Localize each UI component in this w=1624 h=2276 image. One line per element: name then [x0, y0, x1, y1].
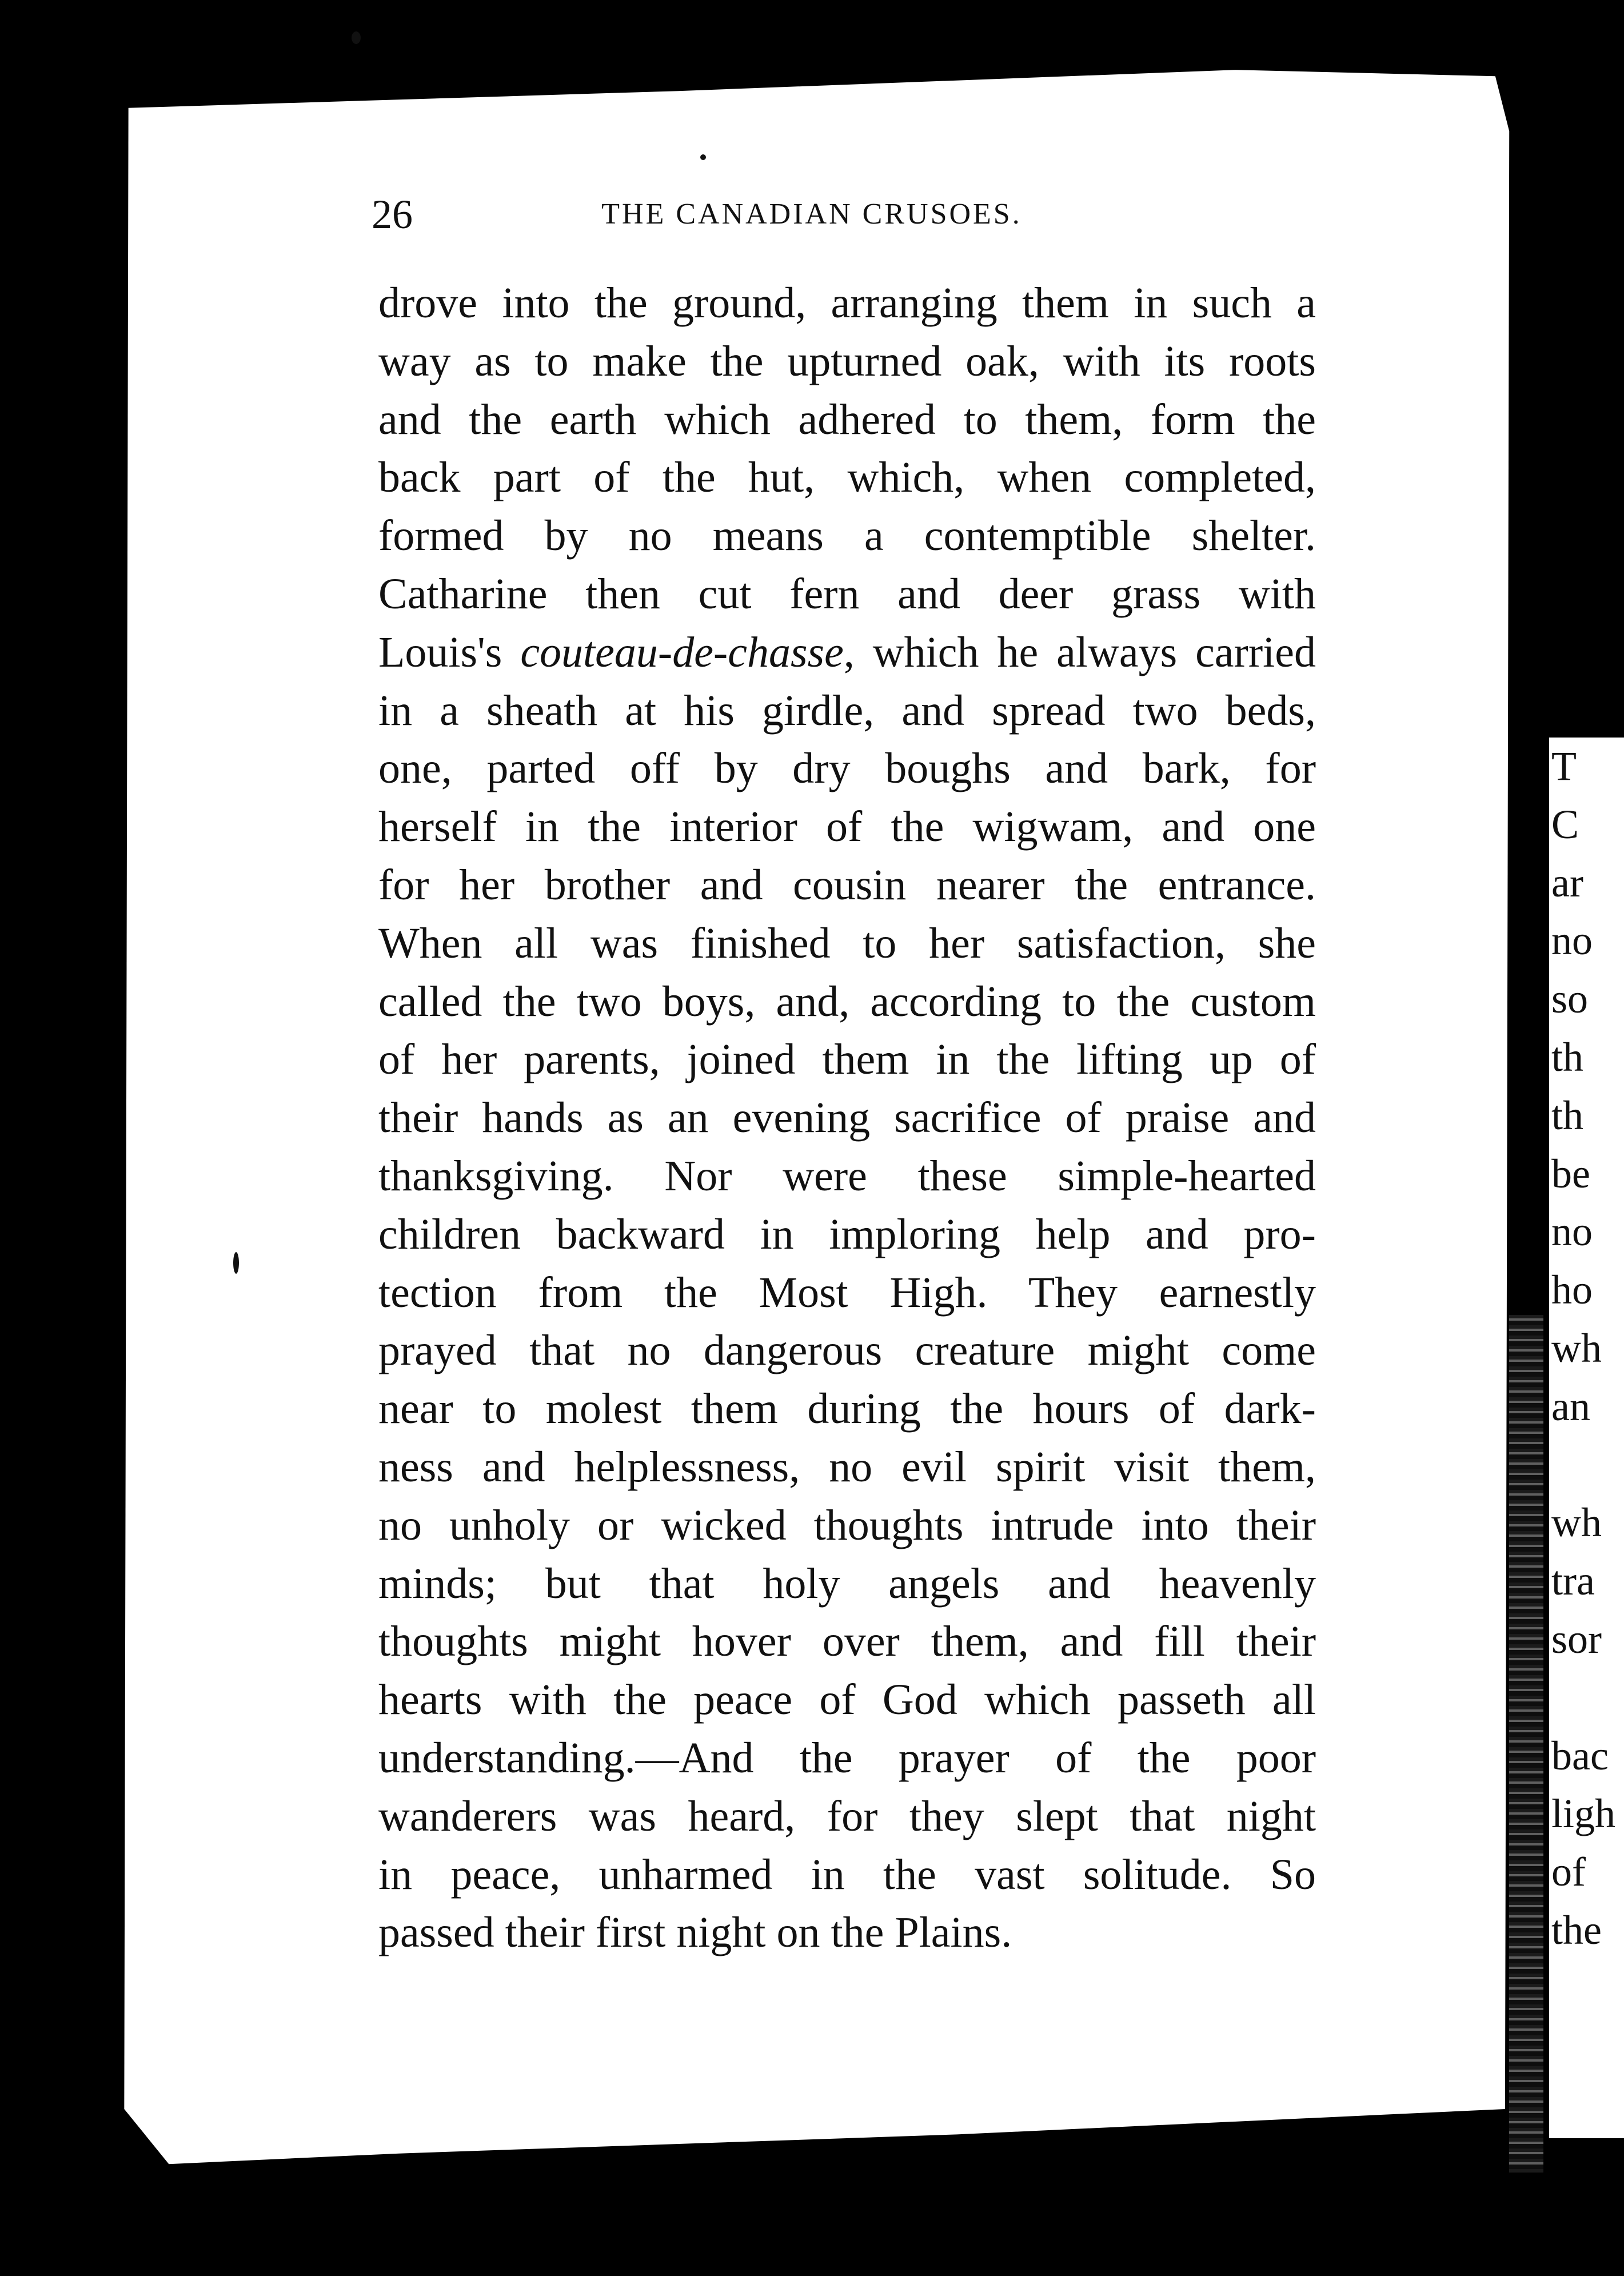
facing-page-text-fragment	[1549, 1669, 1624, 1727]
facing-page-text-fragment: no	[1551, 1209, 1593, 1255]
facing-page-text-fragment: ho	[1551, 1267, 1593, 1313]
text-line: in a sheath at his girdle, and spread two beds,	[378, 686, 1316, 735]
facing-page-text-fragment: T	[1551, 743, 1577, 789]
facing-page-fragment	[1549, 738, 1624, 2138]
text-line: children backward in imploring help and pro-	[378, 1210, 1316, 1258]
text-line: thoughts might hover over them, and fill their	[378, 1617, 1316, 1666]
text-line: hearts with the peace of God which passeth all	[378, 1676, 1316, 1724]
facing-page-text-fragment: be	[1551, 1150, 1590, 1197]
page-gutter-shadow	[1509, 1315, 1543, 2173]
facing-page-text-fragment: sor	[1551, 1616, 1602, 1662]
scan-speck	[352, 31, 361, 44]
facing-page-text-fragment: tra	[1551, 1558, 1595, 1604]
facing-page-text-fragment: the	[1551, 1907, 1602, 1953]
facing-page-text-fragment: wh	[1551, 1500, 1602, 1546]
text-line: their hands as an evening sacrifice of praise and	[378, 1094, 1316, 1142]
text-line: called the two boys, and, according to the custom	[378, 977, 1316, 1026]
text-line: in peace, unharmed in the vast solitude. So	[378, 1850, 1316, 1899]
facing-page-text-fragment: so	[1551, 976, 1589, 1022]
body-text	[378, 274, 1316, 1962]
page-header	[372, 180, 1223, 249]
facing-page-text-fragment: ligh	[1551, 1791, 1616, 1837]
text-run: , which he always carried	[843, 628, 1316, 676]
text-line: understanding.—And the prayer of the poor	[378, 1733, 1316, 1782]
scan-speck	[233, 1252, 239, 1274]
text-line: near to molest them during the hours of dark-	[378, 1385, 1316, 1433]
text-line: prayed that no dangerous creature might come	[378, 1326, 1316, 1375]
text-line: one, parted off by dry boughs and bark, for	[378, 744, 1316, 793]
facing-page-text-fragment: th	[1551, 1092, 1584, 1138]
text-line: tection from the Most High. They earnestly	[378, 1268, 1316, 1317]
text-line: ness and helplessness, no evil spirit visit them,	[378, 1442, 1316, 1491]
facing-page-text-fragment: of	[1551, 1849, 1586, 1895]
text-line: for her brother and cousin nearer the entrance.	[378, 860, 1316, 909]
text-run: Louis's	[378, 628, 521, 676]
italic-phrase: couteau-de-chasse	[520, 628, 844, 676]
text-line: formed by no means a contemptible shelter.	[378, 512, 1316, 560]
text-line: and the earth which adhered to them, form the	[378, 395, 1316, 444]
text-line	[378, 624, 1316, 682]
text-line: no unholy or wicked thoughts intrude into their	[378, 1501, 1316, 1549]
text-line: Catharine then cut fern and deer grass with	[378, 569, 1316, 618]
scan-speck	[700, 154, 706, 160]
text-line: passed their first night on the Plains.	[378, 1908, 1012, 1957]
text-line: thanksgiving. Nor were these simple-hearted	[378, 1151, 1316, 1200]
text-line: of her parents, joined them in the lifting up of	[378, 1035, 1316, 1084]
facing-page-text-fragment: wh	[1551, 1325, 1602, 1371]
text-line: drove into the ground, arranging them in such a	[378, 279, 1316, 327]
running-head: THE CANADIAN CRUSOES.	[601, 198, 1022, 230]
text-line: wanderers was heard, for they slept that night	[378, 1792, 1316, 1840]
facing-page-text-fragment: th	[1551, 1034, 1584, 1080]
page-number: 26	[372, 192, 413, 237]
text-line: herself in the interior of the wigwam, and one	[378, 803, 1316, 851]
text-line: minds; but that holy angels and heavenly	[378, 1559, 1316, 1608]
text-line: way as to make the upturned oak, with its roots	[378, 337, 1316, 385]
facing-page-text-fragment: no	[1551, 918, 1593, 964]
facing-page-text-fragment	[1549, 1436, 1624, 1494]
text-line: When all was finished to her satisfaction, she	[378, 919, 1316, 967]
text-line: back part of the hut, which, when completed,	[378, 453, 1316, 502]
facing-page-text-fragment: ar	[1551, 859, 1583, 906]
facing-page-text-fragment: bac	[1551, 1732, 1609, 1779]
facing-page-text-fragment: an	[1551, 1383, 1590, 1429]
facing-page-text-fragment: C	[1551, 801, 1579, 847]
